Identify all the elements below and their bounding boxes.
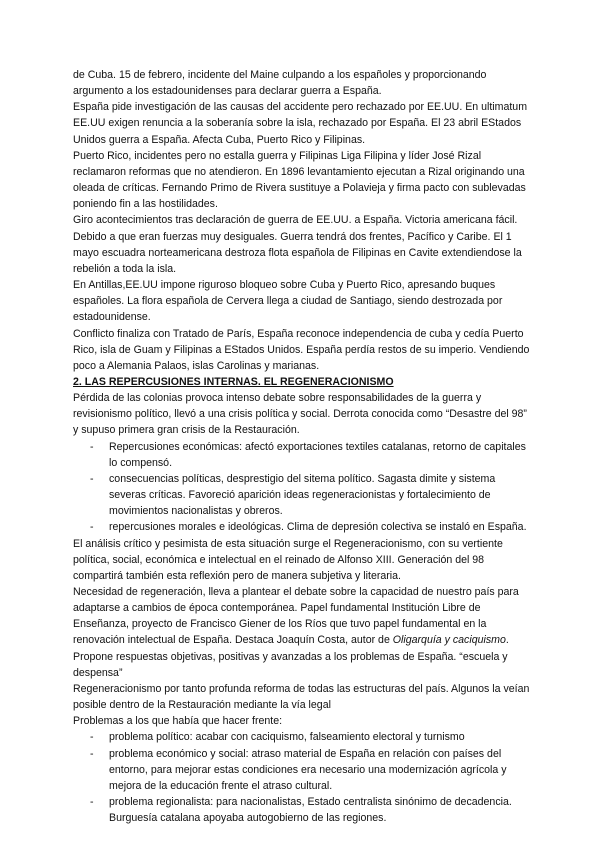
list-dash: - (90, 521, 94, 534)
list-item (73, 519, 532, 535)
text-after-title: . Propone respuestas objetivas, positivas y avanzadas a los problemas de España. “escuela y despensa” (73, 634, 509, 679)
problems-list (73, 729, 532, 826)
list-item (73, 729, 532, 745)
list-item-text: problema económico y social: atraso material de España en relación con países del entorno, para mejorar estas condiciones era necesario una modernización agrícola y mejora de la educación frente el atraso cultural. (109, 747, 507, 792)
list-item-text: problema político: acabar con caciquismo, falseamiento electoral y turnismo (109, 731, 465, 744)
paragraph-loss-colonies: Pérdida de las colonias provoca intenso debate sobre responsabilidades de la guerra y revisionismo político, llevó a una crisis política y social. Derrota conocida como “Desastre del 98” y supuso primera gran crisis de la Restauración. (73, 392, 527, 437)
list-item-text: Repercusiones económicas: afectó exportaciones textiles catalanas, retorno de capitales lo compensó. (109, 440, 526, 469)
list-dash: - (90, 796, 94, 809)
list-dash: - (90, 440, 94, 453)
list-item (73, 746, 532, 794)
paragraph-antillas: En Antillas,EE.UU impone riguroso bloqueo sobre Cuba y Puerto Rico, apresando buques españoles. La flora española de Cervera llega a ciudad de Santiago, siendo destrozada por estadounidense. (73, 279, 503, 324)
list-item-text: problema regionalista: para nacionalistas, Estado centralista sinónimo de decadencia. Burguesía catalana apoyaba autogobierno de las regiones. (109, 796, 512, 825)
paragraph-puerto-rico-filipinas: Puerto Rico, incidentes pero no estalla guerra y Filipinas Liga Filipina y líder José Rizal reclamaron reformas que no atendieron. En 1896 levantamiento ejecutan a Rizal originando una oleada de críticas. Fernando Primo de Rivera sustituye a Polavieja y firma pacto con sublevadas poniendo fin a las hostilidades. (73, 149, 526, 211)
list-dash: - (90, 731, 94, 744)
paragraph-regeneracionismo: El análisis crítico y pesimista de esta situación surge el Regeneracionismo, con su vertiente política, social, económica e intelectual en el reinado de Alfonso XIII. Generación del 98 compartirá también esta reflexión pero de manera subjetiva y literaria. (73, 537, 503, 582)
list-item (73, 471, 532, 519)
paragraph-necesidad-regeneracion (73, 584, 532, 681)
list-dash: - (90, 747, 94, 760)
book-title: Oligarquía y caciquismo (392, 634, 506, 647)
paragraph-reforma: Regeneracionismo por tanto profunda reforma de todas las estructuras del país. Algunos la veían posible dentro de la Restauración mediante la vía legal (73, 682, 530, 712)
list-item (73, 794, 532, 826)
section-heading: 2. LAS REPERCUSIONES INTERNAS. EL REGENERACIONISMO (73, 375, 394, 388)
list-item (73, 439, 532, 471)
paragraph-ultimatum: España pide investigación de las causas del accidente pero rechazado por EE.UU. En ultimatum EE.UU exigen renuncia a la soberanía sobre la isla, rechazado por España. El 23 abril EStados Unidos guerra a España. Afecta Cuba, Puerto Rico y Filipinas. (73, 101, 528, 146)
repercussions-list (73, 439, 532, 536)
paragraph-war-turn: Giro acontecimientos tras declaración de guerra de EE.UU. a España. Victoria americana fácil. Debido a que eran fuerzas muy desiguales. Guerra tendrá dos frentes, Pacífico y Caribe. El 1 mayo escuadra norteamericana destroza flota española de Filipinas en Cavite extendiendose la rebelión a toda la isla. (73, 214, 522, 275)
list-dash: - (90, 472, 94, 485)
paragraph-treaty-paris: Conflicto finaliza con Tratado de París, España reconoce independencia de cuba y cedía Puerto Rico, isla de Guam y Filipinas a EStados Unidos. España perdía restos de su imperio. Vendiendo poco a Alemania Palaos, islas Carolinas y marianas. (73, 327, 530, 372)
list-item-text: consecuencias políticas, desprestigio del sitema político. Sagasta dimite y sistema severas críticas. Favoreció aparición ideas regeneracionistas y fortalecimiento de movimientos nacionalistas y obreros. (109, 472, 496, 518)
text-before-title: Necesidad de regeneración, lleva a plantear el debate sobre la capacidad de nuestro país para adaptarse a cambios de época contemporánea. Papel fundamental Institución Libre de Enseñanza, proyecto de Francisco Giener de los Ríos que tuvo papel fundamental en la renovación intelectual de España. Destaca Joaquín Costa, autor de (73, 586, 519, 647)
paragraph-maine-incident: de Cuba. 15 de febrero, incidente del Maine culpando a los españoles y proporcionando argumento a los estadounidenses para declarar guerra a España. (73, 69, 487, 98)
paragraph-problemas-intro: Problemas a los que había que hacer frente: (73, 715, 283, 728)
list-item-text: repercusiones morales e ideológicas. Clima de depresión colectiva se instaló en España. (109, 521, 527, 534)
